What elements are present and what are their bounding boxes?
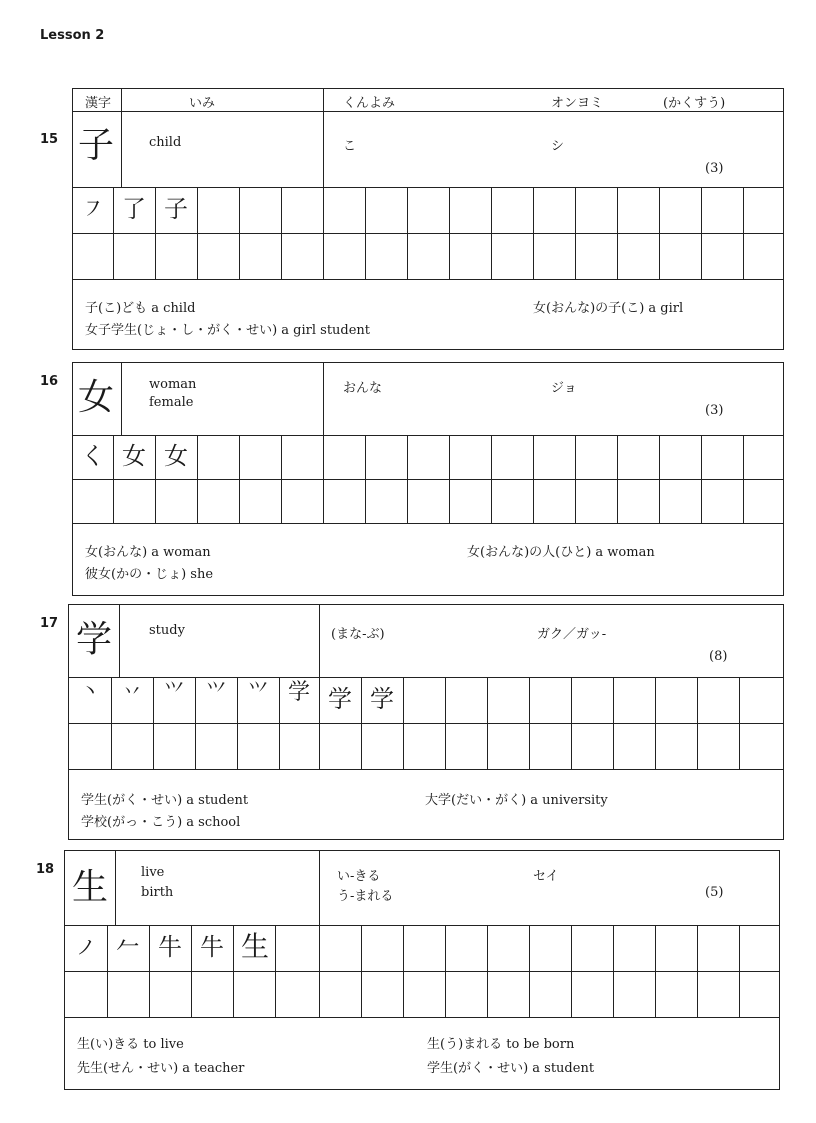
example-left: 女(おんな) a woman [85, 545, 211, 560]
on-reading: ジョ [551, 381, 577, 396]
example-left: 学校(がっ・こう) a school [81, 815, 241, 830]
example-right: 学生(がく・せい) a student [427, 1061, 595, 1076]
entry-number: 17 [40, 616, 59, 631]
stroke-step: 𭕄 [248, 679, 268, 703]
kanji-character: 子 [77, 125, 114, 166]
stroke-step: 丷 [122, 679, 142, 703]
practice-grid [73, 435, 785, 523]
example-left: 先生(せん・せい) a teacher [77, 1061, 245, 1076]
kun-reading: おんな [343, 381, 383, 396]
kanji-character: 女 [77, 377, 114, 418]
stroke-count: (8) [709, 649, 728, 664]
kanji-card-16 [72, 362, 784, 596]
kanji-card-17 [68, 604, 784, 840]
header-onyomi: オンヨミ [551, 96, 604, 111]
kun-reading: う-まれる [337, 889, 394, 904]
stroke-step: 学 [328, 685, 352, 713]
practice-grid [73, 187, 785, 279]
stroke-step: 学 [287, 680, 310, 705]
example-left: 女子学生(じょ・し・がく・せい) a girl student [85, 323, 371, 338]
stroke-step: ⺍ [206, 679, 226, 703]
example-right: 女(おんな)の子(こ) a girl [533, 301, 684, 316]
meaning-text: live [141, 865, 165, 880]
header-kakusu: (かくすう) [663, 96, 726, 111]
stroke-count: (5) [705, 885, 724, 900]
stroke-step: 女 [122, 442, 146, 470]
stroke-step: 牛 [200, 933, 224, 961]
stroke-step: 生 [240, 930, 269, 963]
meaning-text: birth [141, 885, 174, 900]
stroke-step: 了 [122, 195, 146, 223]
entry-number: 15 [40, 132, 59, 147]
meaning-text: child [149, 135, 182, 150]
stroke-count: (3) [705, 403, 724, 418]
stroke-step: ノ [76, 935, 96, 959]
kun-reading: い-きる [337, 869, 381, 884]
stroke-step: 𠂉 [116, 933, 140, 961]
entry-number: 16 [40, 374, 59, 389]
kun-reading: こ [343, 139, 357, 154]
example-left: 生(い)きる to live [77, 1037, 184, 1052]
on-reading: シ [551, 139, 565, 154]
on-reading: ガク／ガッ- [537, 627, 607, 642]
example-right: 生(う)まれる to be born [427, 1037, 575, 1052]
meaning-text: woman [149, 377, 197, 392]
header-imi: いみ [189, 96, 216, 111]
kun-reading: (まな-ぶ) [331, 627, 385, 642]
kanji-card-18 [64, 850, 780, 1090]
entry-number: 18 [36, 862, 55, 877]
example-left: 学生(がく・せい) a student [81, 793, 249, 808]
header-kanji: 漢字 [85, 96, 112, 111]
kanji-character: 生 [71, 867, 108, 908]
lesson-title: Lesson 2 [40, 28, 105, 43]
example-right: 女(おんな)の人(ひと) a woman [467, 545, 655, 560]
practice-grid [69, 677, 785, 769]
stroke-count: (3) [705, 161, 724, 176]
header-row [73, 89, 783, 112]
stroke-step: 丶 [80, 679, 100, 703]
header-kunyomi: くんよみ [343, 96, 396, 111]
kanji-character: 学 [75, 619, 112, 660]
stroke-step: ⺍ [164, 679, 184, 703]
stroke-step: く [81, 442, 105, 470]
meaning-text: study [149, 623, 185, 638]
stroke-step: 女 [164, 442, 188, 470]
meaning-text: female [149, 395, 194, 410]
on-reading: セイ [533, 869, 559, 884]
example-right: 大学(だい・がく) a university [425, 793, 608, 808]
stroke-step: ㇇ [81, 195, 105, 223]
example-left: 子(こ)ども a child [85, 301, 196, 316]
stroke-step: 学 [370, 685, 394, 713]
practice-grid [65, 925, 781, 1017]
stroke-step: 子 [164, 195, 188, 223]
stroke-step: 牛 [158, 933, 182, 961]
example-left: 彼女(かの・じょ) she [85, 567, 214, 582]
kanji-card-15 [72, 88, 784, 350]
